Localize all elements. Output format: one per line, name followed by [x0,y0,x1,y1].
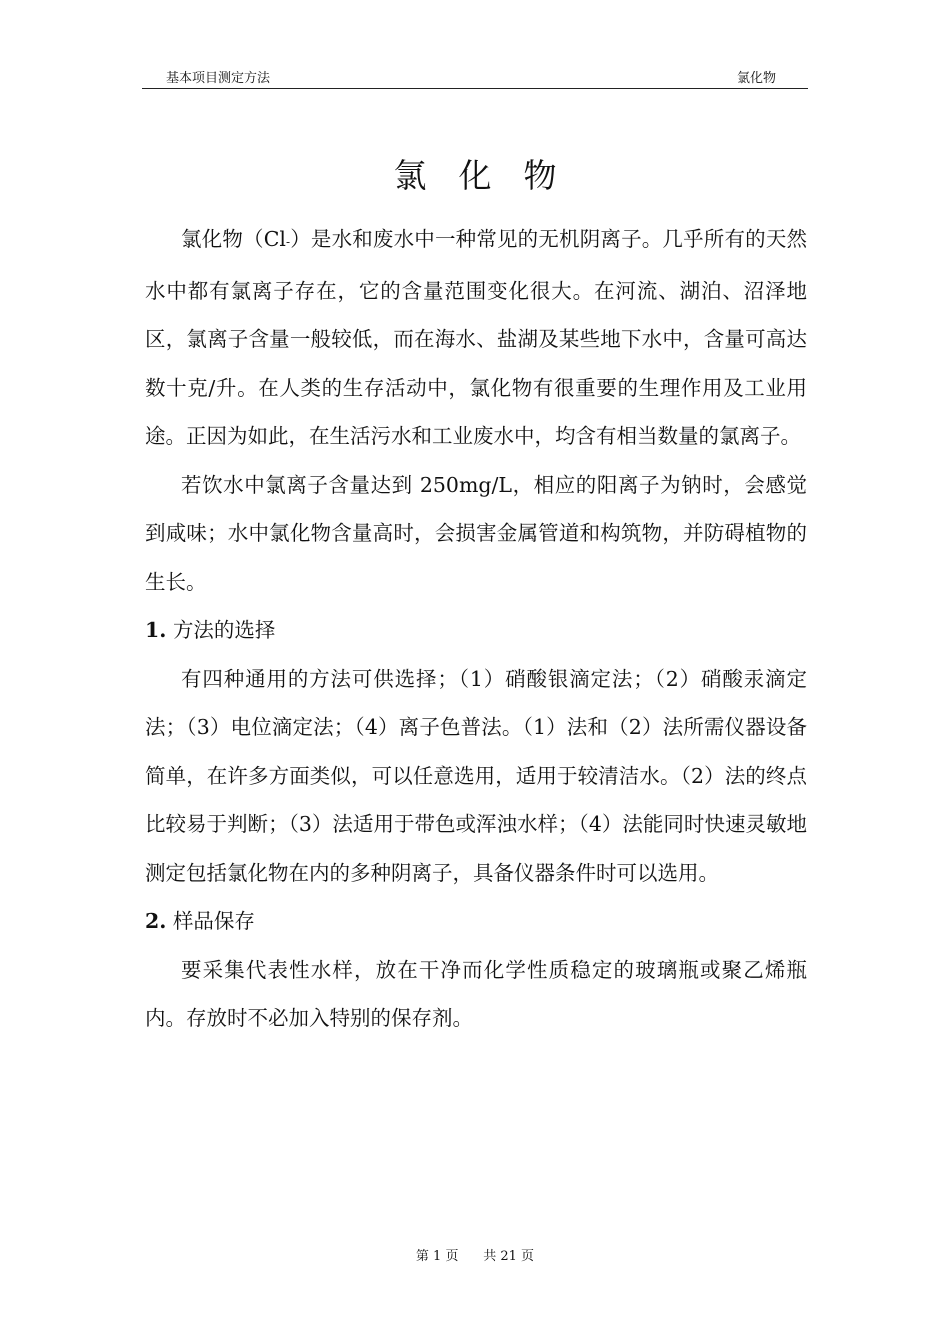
document-body [145,215,807,1043]
header-right-text: 氯化物 [736,71,776,86]
method-paragraph: 有四种通用的方法可供选择；（1）硝酸银滴定法；（2）硝酸汞滴定法；（3）电位滴定法；（4）离子色普法。（1）法和（2）法所需仪器设备简单，在许多方面类似，可以任意选用，适用于较清洁水。（2）法的终点比较易于判断；（3）法适用于带色或浑浊水样；（4）法能同时快速灵敏地测定包括氯化物在内的多种阴离子，具备仪器条件时可以选用。 [145,666,807,885]
section-heading-text: 样品保存 [172,909,255,933]
section-heading-storage [145,897,807,946]
section-number: 2. [145,909,167,933]
intro-rest: ）是水和废水中一种常见的无机阴离子。几乎所有的天然水中都有氯离子存在，它的含量范围变化很大。在河流、湖泊、沼泽地区，氯离子含量一般较低，而在海水、盐湖及某些地下水中，含量可高达数十克/升。在人类的生存活动中，氯化物有很重要的生理作用及工业用途。正因为如此，在生活污水和工业废水中，均含有相当数量的氯离子。 [145,227,808,448]
running-header [142,70,808,89]
header-left-text: 基本项目测定方法 [166,71,271,86]
page-footer: 第 1 页 共 21 页 [415,1249,535,1264]
ion-charge-mark: - [285,235,291,249]
section-heading-text: 方法的选择 [172,618,276,642]
intro-paragraph [145,215,807,461]
taste-paragraph: 若饮水中氯离子含量达到 250mg/L，相应的阳离子为钠时，会感觉到咸味；水中氯化物含量高时，会损害金属管道和构筑物，并防碍植物的生长。 [145,472,807,594]
intro-lead: 氯化物（Cl [181,227,286,251]
section-heading-method [145,606,807,655]
storage-paragraph: 要采集代表性水样，放在干净而化学性质稳定的玻璃瓶或聚乙烯瓶内。存放时不必加入特别的保存剂。 [145,957,807,1030]
section-number: 1. [145,618,167,642]
page-title: 氯化物 [393,156,589,195]
